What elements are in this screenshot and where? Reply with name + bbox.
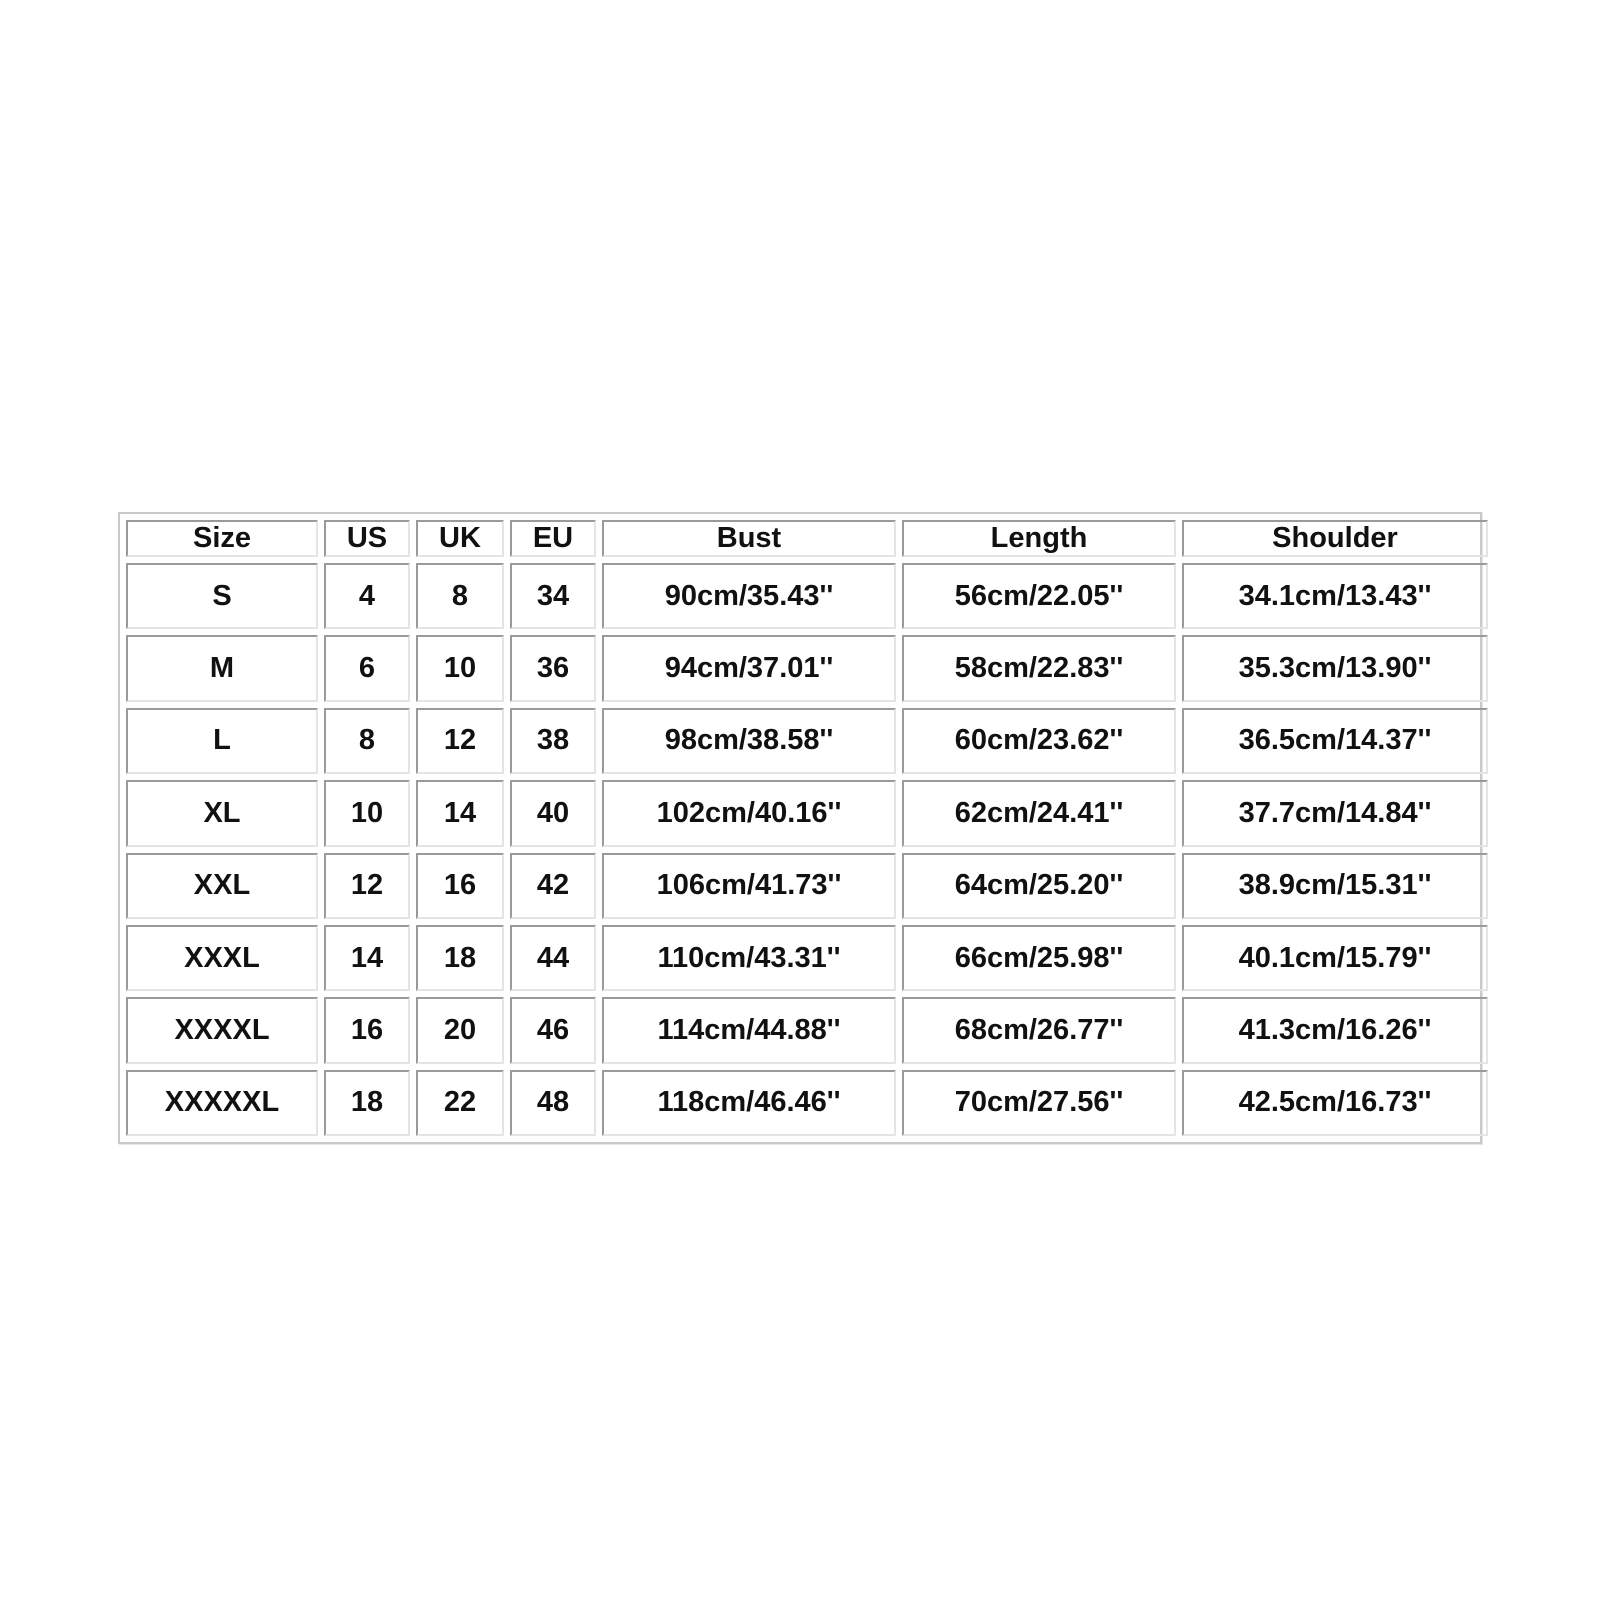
cell-size: S: [126, 563, 318, 629]
cell-eu: 42: [510, 853, 596, 919]
cell-length: 64cm/25.20'': [902, 853, 1176, 919]
table-row: [126, 997, 1488, 1063]
cell-length: 58cm/22.83'': [902, 635, 1176, 701]
cell-us: 4: [324, 563, 410, 629]
cell-size: L: [126, 708, 318, 774]
cell-us: 18: [324, 1070, 410, 1136]
cell-shoulder: 42.5cm/16.73'': [1182, 1070, 1488, 1136]
cell-size: XXL: [126, 853, 318, 919]
cell-uk: 16: [416, 853, 504, 919]
table-row: [126, 780, 1488, 846]
cell-uk: 8: [416, 563, 504, 629]
header-uk: UK: [416, 520, 504, 557]
header-eu: EU: [510, 520, 596, 557]
cell-shoulder: 35.3cm/13.90'': [1182, 635, 1488, 701]
cell-size: XL: [126, 780, 318, 846]
size-chart-grid: [120, 514, 1494, 1142]
cell-uk: 14: [416, 780, 504, 846]
cell-us: 8: [324, 708, 410, 774]
cell-size: M: [126, 635, 318, 701]
table-row: [126, 1070, 1488, 1136]
cell-bust: 98cm/38.58'': [602, 708, 896, 774]
cell-size: XXXL: [126, 925, 318, 991]
cell-us: 16: [324, 997, 410, 1063]
cell-eu: 48: [510, 1070, 596, 1136]
cell-length: 66cm/25.98'': [902, 925, 1176, 991]
cell-uk: 20: [416, 997, 504, 1063]
header-shoulder: Shoulder: [1182, 520, 1488, 557]
table-row: [126, 635, 1488, 701]
cell-length: 56cm/22.05'': [902, 563, 1176, 629]
cell-length: 60cm/23.62'': [902, 708, 1176, 774]
cell-bust: 114cm/44.88'': [602, 997, 896, 1063]
header-us: US: [324, 520, 410, 557]
cell-shoulder: 36.5cm/14.37'': [1182, 708, 1488, 774]
cell-eu: 34: [510, 563, 596, 629]
cell-length: 70cm/27.56'': [902, 1070, 1176, 1136]
cell-shoulder: 41.3cm/16.26'': [1182, 997, 1488, 1063]
cell-us: 12: [324, 853, 410, 919]
cell-shoulder: 38.9cm/15.31'': [1182, 853, 1488, 919]
cell-eu: 46: [510, 997, 596, 1063]
table-row: [126, 925, 1488, 991]
cell-bust: 90cm/35.43'': [602, 563, 896, 629]
cell-shoulder: 37.7cm/14.84'': [1182, 780, 1488, 846]
cell-uk: 12: [416, 708, 504, 774]
header-row: [126, 520, 1488, 557]
header-size: Size: [126, 520, 318, 557]
cell-uk: 22: [416, 1070, 504, 1136]
cell-us: 10: [324, 780, 410, 846]
cell-eu: 36: [510, 635, 596, 701]
cell-eu: 38: [510, 708, 596, 774]
cell-bust: 106cm/41.73'': [602, 853, 896, 919]
cell-shoulder: 40.1cm/15.79'': [1182, 925, 1488, 991]
table-row: [126, 708, 1488, 774]
cell-length: 62cm/24.41'': [902, 780, 1176, 846]
cell-eu: 44: [510, 925, 596, 991]
cell-shoulder: 34.1cm/13.43'': [1182, 563, 1488, 629]
cell-size: XXXXL: [126, 997, 318, 1063]
cell-us: 14: [324, 925, 410, 991]
header-bust: Bust: [602, 520, 896, 557]
cell-uk: 10: [416, 635, 504, 701]
cell-uk: 18: [416, 925, 504, 991]
table-row: [126, 563, 1488, 629]
cell-us: 6: [324, 635, 410, 701]
size-chart-table: [118, 512, 1482, 1144]
cell-bust: 102cm/40.16'': [602, 780, 896, 846]
cell-bust: 118cm/46.46'': [602, 1070, 896, 1136]
cell-eu: 40: [510, 780, 596, 846]
cell-bust: 94cm/37.01'': [602, 635, 896, 701]
cell-size: XXXXXL: [126, 1070, 318, 1136]
cell-bust: 110cm/43.31'': [602, 925, 896, 991]
table-row: [126, 853, 1488, 919]
cell-length: 68cm/26.77'': [902, 997, 1176, 1063]
header-length: Length: [902, 520, 1176, 557]
